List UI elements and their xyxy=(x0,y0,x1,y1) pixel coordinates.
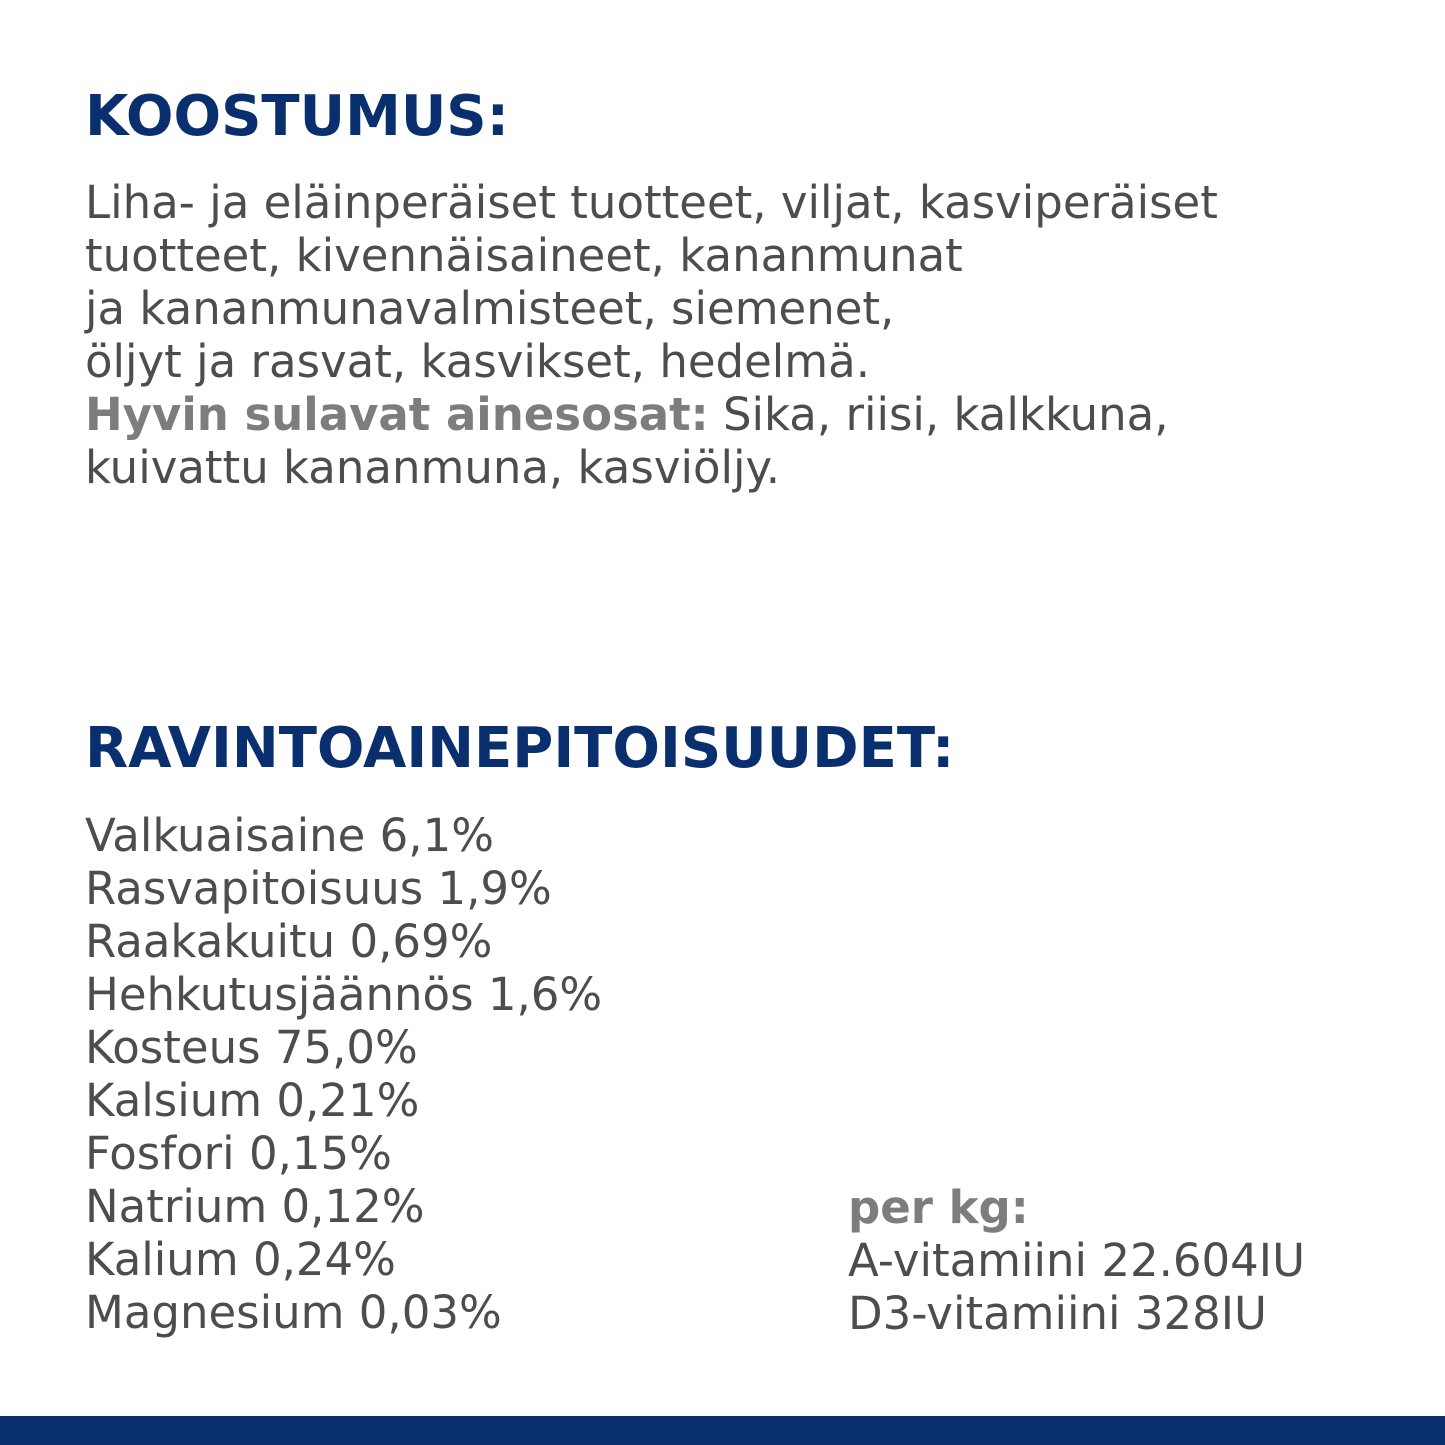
nutrient-list xyxy=(85,809,602,1339)
composition-text xyxy=(85,176,1218,494)
highly-digestible-line-2: kuivattu kananmuna, kasviöljy. xyxy=(85,441,781,494)
composition-line: öljyt ja rasvat, kasvikset, hedelmä. xyxy=(85,335,871,388)
nutrient-item: Natrium 0,12% xyxy=(85,1180,425,1233)
composition-heading: KOOSTUMUS: xyxy=(85,84,510,149)
vitamin-item: D3-vitamiini 328IU xyxy=(848,1287,1267,1340)
composition-line: tuotteet, kivennäisaineet, kananmunat xyxy=(85,229,963,282)
nutrient-item: Valkuaisaine 6,1% xyxy=(85,809,494,862)
nutrient-item: Kosteus 75,0% xyxy=(85,1021,418,1074)
nutrient-item: Kalsium 0,21% xyxy=(85,1074,420,1127)
nutrient-item: Hehkutusjäännös 1,6% xyxy=(85,968,603,1021)
nutrient-item: Kalium 0,24% xyxy=(85,1233,396,1286)
composition-line: ja kananmunavalmisteet, siemenet, xyxy=(85,282,895,335)
nutrient-item: Raakakuitu 0,69% xyxy=(85,915,493,968)
per-kg-block xyxy=(848,1181,1305,1340)
nutrition-heading: RAVINTOAINEPITOISUUDET: xyxy=(85,716,955,781)
highly-digestible-label: Hyvin sulavat ainesosat: xyxy=(85,388,709,441)
nutrient-item: Rasvapitoisuus 1,9% xyxy=(85,862,552,915)
nutrient-item: Magnesium 0,03% xyxy=(85,1286,502,1339)
vitamin-item: A-vitamiini 22.604IU xyxy=(848,1234,1306,1287)
highly-digestible-line xyxy=(85,388,1218,441)
bottom-bar xyxy=(0,1416,1445,1445)
composition-line: Liha- ja eläinperäiset tuotteet, viljat, kasviperäiset xyxy=(85,176,1218,229)
nutrient-item: Fosfori 0,15% xyxy=(85,1127,392,1180)
per-kg-title: per kg: xyxy=(848,1181,1029,1234)
highly-digestible-text: Sika, riisi, kalkkuna, xyxy=(708,388,1169,441)
